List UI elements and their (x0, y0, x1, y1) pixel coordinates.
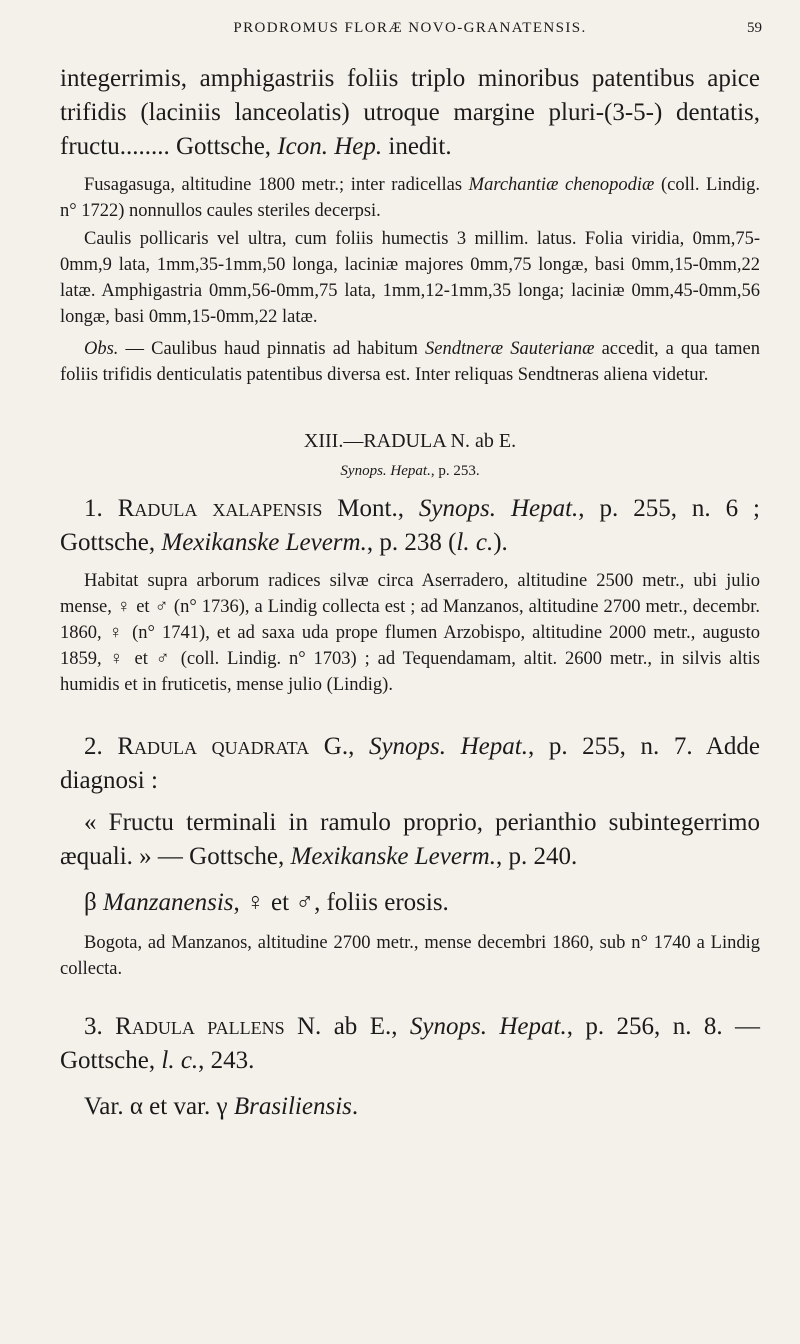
species-1-heading: 1. Radula xalapensis Mont., Synops. Hepat., p. 255, n. 6 ; Gottsche, Mexikanske Leverm., p. 238 (l. c.). (60, 495, 760, 556)
species-name: Radula xalapensis (117, 495, 323, 522)
variety-beta: β Manzanensis, ♀ et ♂, foliis erosis. (84, 889, 449, 916)
running-header (60, 20, 760, 37)
paragraph-habitat-xalapensis: Habitat supra arborum radices silvæ circa Aserradero, altitudine 2500 metr., ubi julio mense, ♀ et ♂ (n° 1736), a Lindig collecta est ; ad Manzanos, altitudine 2700 metr., decembr. 1860, ♀ (n° 1741), et ad saxa uda prope flumen Arzobispo, altitudine 2000 metr., augusto 1859, ♀ et ♂ (coll. Lindig. n° 1703) ; ad Tequendamam, altit. 2600 metr., in silvis altis humidis et in fruticetis, mense julio (Lindig). (60, 571, 760, 695)
running-title: PRODROMUS FLORÆ NOVO-GRANATENSIS. (233, 20, 587, 36)
section-reference: Synops. Hepat., p. 253. (340, 463, 480, 479)
paragraph-diagnosis-end: integerrimis, amphigastriis foliis triplo minoribus patentibus apice trifidis (laciniis lanceolatis) utroque margine pluri-(3-5-) dentatis, fructu........ Gottsche, Icon. Hep. inedit. (60, 65, 760, 160)
paragraph-observation: Obs. — Caulibus haud pinnatis ad habitum Sendtneræ Sauterianæ accedit, a qua tamen foliis trifidis denticulatis patentibus diversa est. Inter reliquas Sendtneras aliena videtur. (60, 339, 760, 385)
section-heading-radula: XIII.—RADULA N. ab E. (303, 430, 517, 452)
species-name: Radula quadrata (117, 733, 310, 760)
paragraph-bogota: Bogota, ad Manzanos, altitudine 2700 metr., mense decembri 1860, sub n° 1740 a Lindig collecta. (60, 933, 760, 979)
page-number: 59 (747, 20, 762, 36)
variety-line: Var. α et var. γ Brasiliensis. (84, 1093, 359, 1120)
species-2-heading: 2. Radula quadrata G., Synops. Hepat., p. 255, n. 7. Adde diagnosi : (60, 733, 761, 794)
quote-diagnosis: « Fructu terminali in ramulo proprio, perianthio subintegerrimo æquali. » — Gottsche, Mexikanske Leverm., p. 240. (60, 809, 760, 870)
species-3-heading: 3. Radula pallens N. ab E., Synops. Hepat., p. 256, n. 8. — Gottsche, l. c., 243. (60, 1013, 760, 1074)
paragraph-habitat-fusagasuga: Fusagasuga, altitudine 1800 metr.; inter radicellas Marchantiæ chenopodiæ (coll. Lindig. n° 1722) nonnullos caules steriles decerpsi. (60, 175, 761, 221)
paragraph-caulis-measurements: Caulis pollicaris vel ultra, cum foliis humectis 3 millim. latus. Folia viridia, 0mm,75-0mm,9 lata, 1mm,35-1mm,50 longa, laciniæ majores 0mm,75 longæ, basi 0mm,15-0mm,22 latæ. Amphigastria 0mm,56-0mm,75 lata, 1mm,12-1mm,35 longa; laciniæ 0mm,45-0mm,56 longæ, basi 0mm,15-0mm,22 latæ. (60, 229, 760, 327)
species-name: Radula pallens (115, 1013, 285, 1040)
